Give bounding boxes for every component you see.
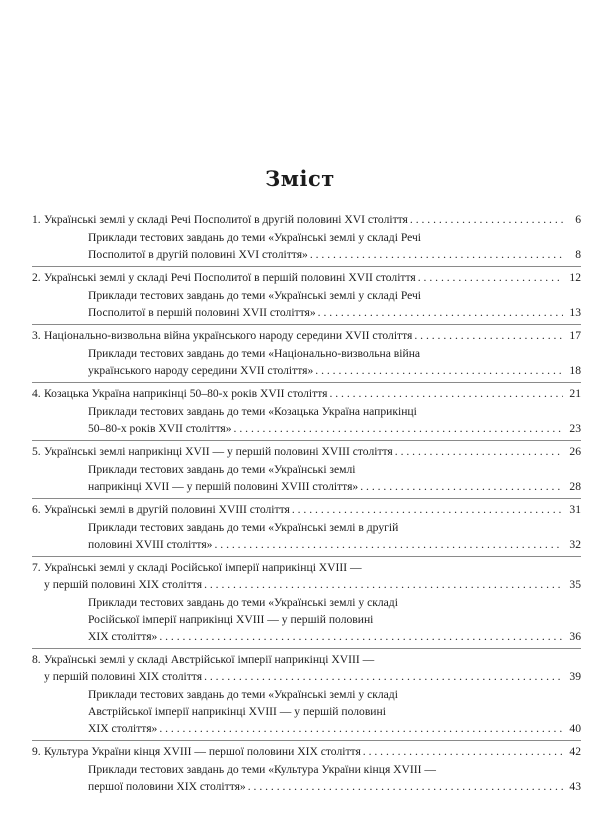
dot-leader — [310, 246, 563, 263]
toc-entry-number: 9. — [32, 745, 41, 758]
toc-entry-title: Культура України кінця XVIII — першої половини XIX століття — [44, 745, 361, 758]
dot-leader — [414, 327, 563, 344]
toc-subentry — [32, 761, 581, 795]
toc-page-number: 39 — [569, 670, 581, 683]
toc-entry-number: 6. — [32, 503, 41, 516]
toc-entry-title: у першій половині XIX століття — [44, 578, 203, 591]
toc-section — [32, 499, 581, 557]
toc-page-number: 18 — [569, 364, 581, 377]
toc-section — [32, 741, 581, 798]
page-title: Зміст — [265, 166, 335, 191]
toc-entry-title: Українські землі у складі Російської імперії наприкінці XVIII — — [44, 561, 362, 574]
toc-section — [32, 557, 581, 649]
dot-leader — [360, 478, 563, 495]
toc-section — [32, 267, 581, 325]
table-of-contents — [32, 209, 581, 798]
toc-subentry-line — [88, 287, 581, 304]
toc-entry-line — [32, 668, 581, 685]
toc-section — [32, 649, 581, 741]
toc-entry-line — [32, 576, 581, 593]
dot-leader — [248, 778, 563, 795]
toc-page-number: 42 — [569, 745, 581, 758]
toc-page-number: 23 — [569, 422, 581, 435]
toc-subentry-line — [88, 229, 581, 246]
toc-entry-line — [32, 501, 581, 518]
toc-page-number: 21 — [569, 387, 581, 400]
toc-subentry-title: XIX століття» — [88, 722, 158, 735]
toc-page-number: 26 — [569, 445, 581, 458]
toc-subentry-line — [88, 420, 581, 437]
toc-subentry — [32, 287, 581, 321]
toc-subentry — [32, 345, 581, 379]
toc-subentry-title: половині XVIII століття» — [88, 538, 213, 551]
toc-subentry-line — [88, 304, 581, 321]
toc-entry-title: Українські землі у складі Речі Посполитої в першій половині XVII століття — [44, 271, 416, 284]
toc-page-number: 6 — [575, 213, 581, 226]
toc-page-number: 40 — [569, 722, 581, 735]
toc-entry-title: Українські землі у складі Речі Посполитої в другій половині XVI століття — [44, 213, 408, 226]
toc-page-number: 35 — [569, 578, 581, 591]
toc-subentry-line — [88, 628, 581, 645]
toc-subentry-line — [88, 703, 581, 720]
dot-leader — [159, 720, 563, 737]
dot-leader — [204, 668, 563, 685]
toc-subentry-line — [88, 594, 581, 611]
toc-subentry-line — [88, 536, 581, 553]
toc-entry-line — [32, 269, 581, 286]
toc-entry-title: Козацька Україна наприкінці 50–80-х років XVII століття — [44, 387, 328, 400]
toc-page-number: 36 — [569, 630, 581, 643]
dot-leader — [395, 443, 563, 460]
toc-subentry-title: українського народу середини XVII століття» — [88, 364, 314, 377]
toc-entry-line — [32, 651, 581, 668]
toc-entry-title: у першій половині XIX століття — [44, 670, 203, 683]
toc-subentry — [32, 519, 581, 553]
toc-subentry-title: Посполитої в першій половині XVII століття» — [88, 306, 316, 319]
dot-leader — [159, 628, 563, 645]
toc-section — [32, 209, 581, 267]
toc-entry-number: 7. — [32, 561, 41, 574]
toc-subentry-title: Приклади тестових завдань до теми «Культура України кінця XVIII — — [88, 763, 436, 776]
toc-page-number: 28 — [569, 480, 581, 493]
toc-section — [32, 383, 581, 441]
dot-leader — [315, 362, 563, 379]
toc-subentry-title: Приклади тестових завдань до теми «Національно-визвольна війна — [88, 347, 421, 360]
toc-subentry-line — [88, 461, 581, 478]
toc-page-number: 17 — [569, 329, 581, 342]
dot-leader — [318, 304, 563, 321]
toc-subentry-title: Приклади тестових завдань до теми «Українські землі у складі — [88, 596, 398, 609]
toc-subentry-line — [88, 403, 581, 420]
toc-page-number: 31 — [569, 503, 581, 516]
toc-subentry-title: наприкінці XVII — у першій половині XVIII століття» — [88, 480, 359, 493]
toc-section — [32, 325, 581, 383]
toc-entry-line — [32, 385, 581, 402]
dot-leader — [329, 385, 563, 402]
toc-subentry-line — [88, 778, 581, 795]
toc-entry-line — [32, 327, 581, 344]
dot-leader — [214, 536, 563, 553]
toc-entry-line — [32, 559, 581, 576]
toc-entry-title: Українські землі в другій половині XVIII століття — [44, 503, 290, 516]
toc-entry-number: 5. — [32, 445, 41, 458]
toc-subentry-line — [88, 761, 581, 778]
toc-subentry-title: Приклади тестових завдань до теми «Українські землі у складі — [88, 688, 398, 701]
dot-leader — [363, 743, 563, 760]
toc-page-number: 43 — [569, 780, 581, 793]
toc-subentry-title: першої половини XIX століття» — [88, 780, 246, 793]
toc-subentry-line — [88, 720, 581, 737]
toc-subentry-line — [88, 345, 581, 362]
toc-page-number: 12 — [569, 271, 581, 284]
toc-entry-number: 8. — [32, 653, 41, 666]
toc-subentry-title: Приклади тестових завдань до теми «Українські землі в другій — [88, 521, 399, 534]
toc-entry-number: 3. — [32, 329, 41, 342]
toc-subentry-title: Австрійської імперії наприкінці XVIII — у першій половині — [88, 705, 386, 718]
toc-entry-line — [32, 211, 581, 228]
toc-entry-title: Українські землі наприкінці XVII — у першій половині XVIII століття — [44, 445, 393, 458]
toc-subentry — [32, 686, 581, 737]
dot-leader — [234, 420, 563, 437]
toc-subentry — [32, 461, 581, 495]
toc-subentry-line — [88, 478, 581, 495]
toc-page-number: 32 — [569, 538, 581, 551]
toc-section — [32, 441, 581, 499]
toc-subentry-title: Приклади тестових завдань до теми «Козацька Україна наприкінці — [88, 405, 417, 418]
toc-subentry-line — [88, 686, 581, 703]
toc-subentry-title: Приклади тестових завдань до теми «Українські землі — [88, 463, 356, 476]
toc-subentry — [32, 594, 581, 645]
toc-subentry-line — [88, 519, 581, 536]
toc-entry-line — [32, 443, 581, 460]
dot-leader — [410, 211, 563, 228]
toc-entry-line — [32, 743, 581, 760]
toc-subentry-line — [88, 246, 581, 263]
toc-subentry-title: Приклади тестових завдань до теми «Українські землі у складі Речі — [88, 289, 422, 302]
toc-entry-number: 4. — [32, 387, 41, 400]
toc-page-number: 8 — [575, 248, 581, 261]
toc-subentry-title: XIX століття» — [88, 630, 158, 643]
toc-subentry-line — [88, 362, 581, 379]
toc-entry-title: Українські землі у складі Австрійської імперії наприкінці XVIII — — [44, 653, 375, 666]
dot-leader — [418, 269, 563, 286]
toc-entry-number: 1. — [32, 213, 41, 226]
toc-subentry-line — [88, 611, 581, 628]
toc-subentry-title: Приклади тестових завдань до теми «Українські землі у складі Речі — [88, 231, 422, 244]
toc-subentry-title: Російської імперії наприкінці XVIII — у першій половині — [88, 613, 374, 626]
toc-entry-number: 2. — [32, 271, 41, 284]
toc-page-number: 13 — [569, 306, 581, 319]
toc-subentry — [32, 229, 581, 263]
toc-subentry-title: 50–80-х років XVII століття» — [88, 422, 232, 435]
toc-entry-title: Національно-визвольна війна українського народу середини XVII століття — [44, 329, 413, 342]
toc-subentry — [32, 403, 581, 437]
toc-subentry-title: Посполитої в другій половині XVI століття» — [88, 248, 308, 261]
dot-leader — [204, 576, 563, 593]
dot-leader — [292, 501, 563, 518]
